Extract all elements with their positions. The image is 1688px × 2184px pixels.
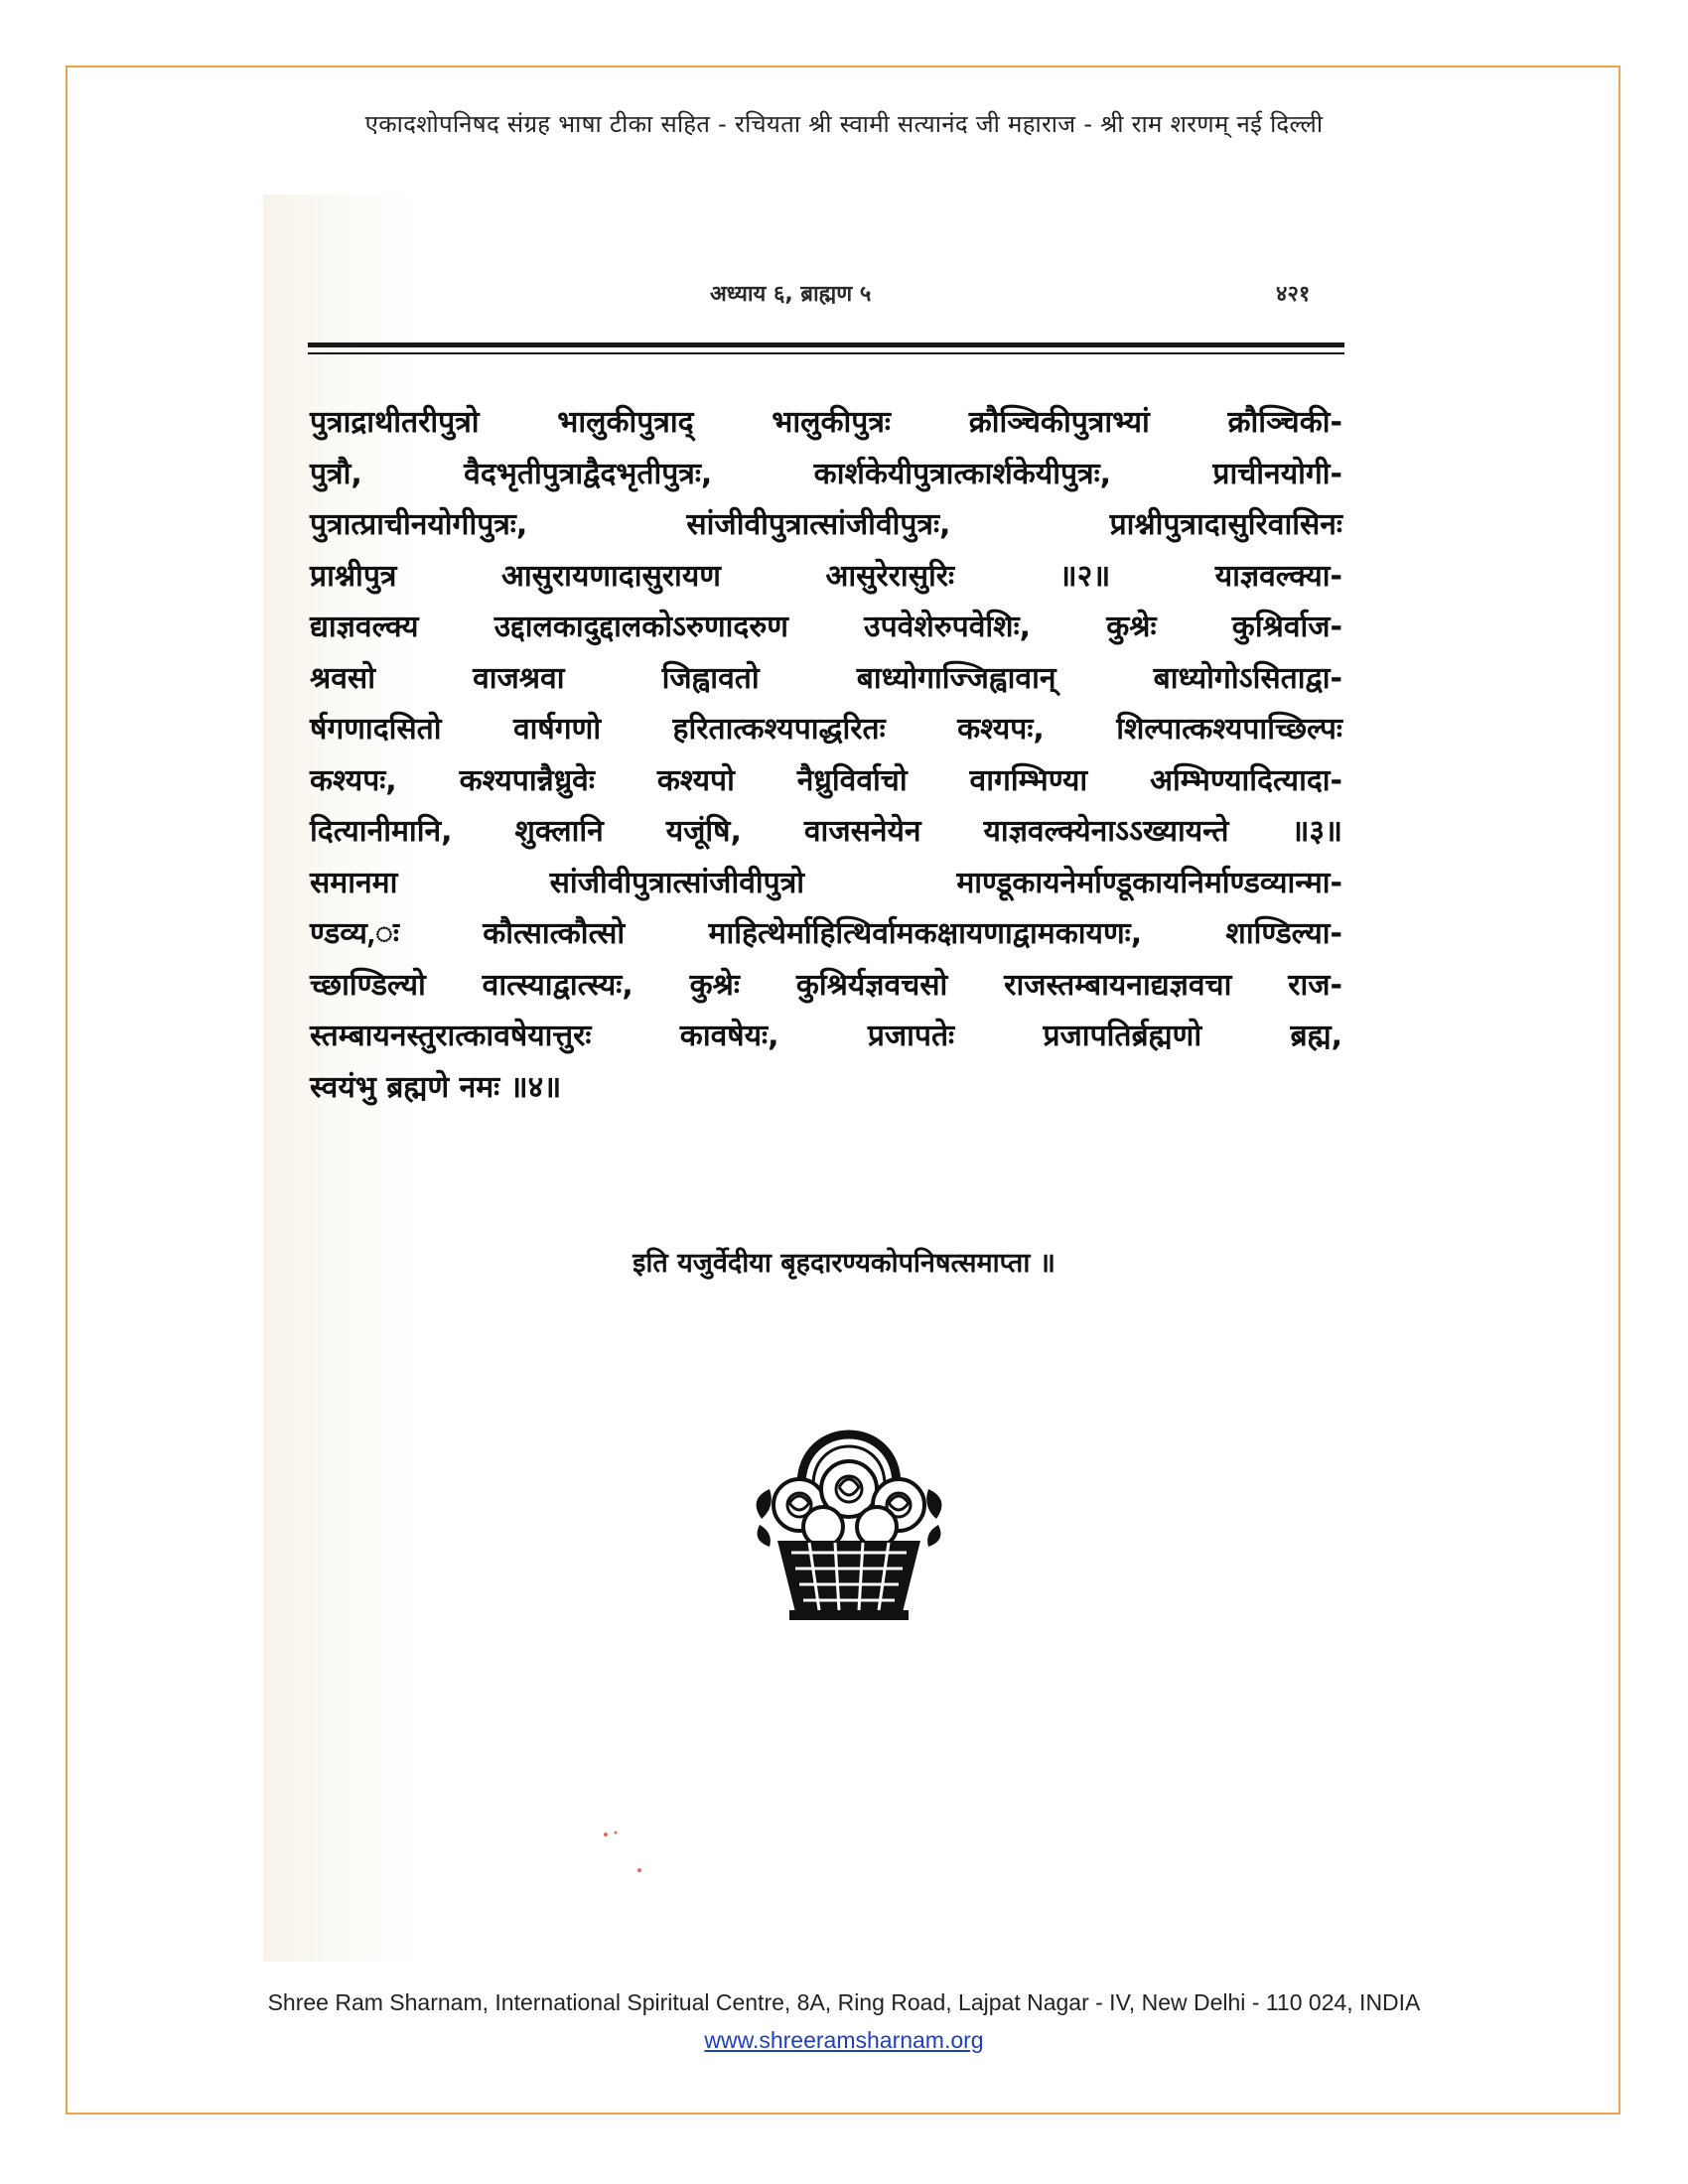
text-line: प्राश्नीपुत्र आसुरायणादासुरायण आसुरेरासुरिः ॥२॥ याज्ञवल्क्या-	[310, 558, 1342, 594]
colophon: इति यजुर्वेदीया बृहदारण्यकोपनिषत्समाप्ता ॥	[633, 1248, 1055, 1279]
document-header-title: एकादशोपनिषद संग्रह भाषा टीका सहित - रचियता श्री स्वामी सत्यानंद जी महाराज - श्री राम शरणम् नई दिल्ली	[364, 110, 1324, 138]
text-line: स्तम्बायनस्तुरात्कावषेयात्तुरः कावषेयः, प्रजापतेः प्रजापतिर्ब्रह्मणो ब्रह्म,	[310, 1019, 1342, 1053]
flower-basket-icon	[740, 1408, 958, 1624]
text-line: समानमा सांजीवीपुत्रात्सांजीवीपुत्रो माण्डूकायनेर्माण्डूकायनिर्माण्डव्यान्मा-	[310, 865, 1342, 900]
text-line: स्वयंभु ब्रह्मणे नमः ॥४॥	[310, 1069, 562, 1105]
text-line: पुत्रौ, वैदभृतीपुत्राद्वैदभृतीपुत्रः, कार्शकेयीपुत्रात्कार्शकेयीपुत्रः, प्राचीनयोगी-	[310, 456, 1342, 491]
page-number: ४२१	[1276, 282, 1311, 307]
scan-specks	[596, 1827, 655, 1886]
text-line: च्छाण्डिल्यो वात्स्याद्वात्स्यः, कुश्रेः कुश्रिर्यज्ञवचसो राजस्तम्बायनाद्यज्ञवचा राज-	[310, 967, 1342, 1003]
header-rule-thin	[308, 352, 1344, 354]
sanskrit-text-block	[310, 397, 1342, 1113]
text-line: दित्यानीमानि, शुक्लानि यजूंषि, वाजसनेयेन याज्ञवल्क्येनाऽऽख्यायन्ते ॥३॥	[310, 814, 1342, 849]
website-link[interactable]: www.shreeramsharnam.org	[704, 2027, 984, 2053]
text-line: श्रवसो वाजश्रवा जिह्वावतो बाध्योगाज्जिह्वावान् बाध्योगोऽसिताद्वा-	[310, 660, 1342, 696]
running-head: अध्याय ६, ब्राह्मण ५	[710, 282, 872, 307]
text-line: पुत्रात्प्राचीनयोगीपुत्रः, सांजीवीपुत्रात्सांजीवीपुत्रः, प्राश्नीपुत्रादासुरिवासिनः	[310, 507, 1342, 542]
text-line: पुत्राद्राथीतरीपुत्रो भालुकीपुत्राद् भालुकीपुत्रः क्रौञ्चिकीपुत्राभ्यां क्रौञ्चिकी-	[310, 405, 1342, 440]
text-line: ण्डव्य,ः कौत्सात्कौत्सो माहित्थेर्माहित्थिर्वामकक्षायणाद्वामकायणः, शाण्डिल्या-	[310, 916, 1342, 951]
text-line: कश्यपः, कश्यपान्नैध्रुवेः कश्यपो नैध्रुविर्वाचो वागम्भिण्या अम्भिण्यादित्यादा-	[310, 762, 1342, 798]
header-rule-thick	[308, 342, 1344, 347]
footer-address: Shree Ram Sharnam, International Spiritual Centre, 8A, Ring Road, Lajpat Nagar - IV, New Delhi - 110 024, INDIA	[267, 1989, 1421, 2015]
text-line: द्याज्ञवल्क्य उद्दालकादुद्दालकोऽरुणादरुण उपवेशेरुपवेशिः, कुश्रेः कुश्रिर्वाज-	[310, 610, 1342, 644]
text-line: र्षगणादसितो वार्षगणो हरितात्कश्यपाद्धरितः कश्यपः, शिल्पात्कश्यपाच्छिल्पः	[310, 712, 1342, 747]
